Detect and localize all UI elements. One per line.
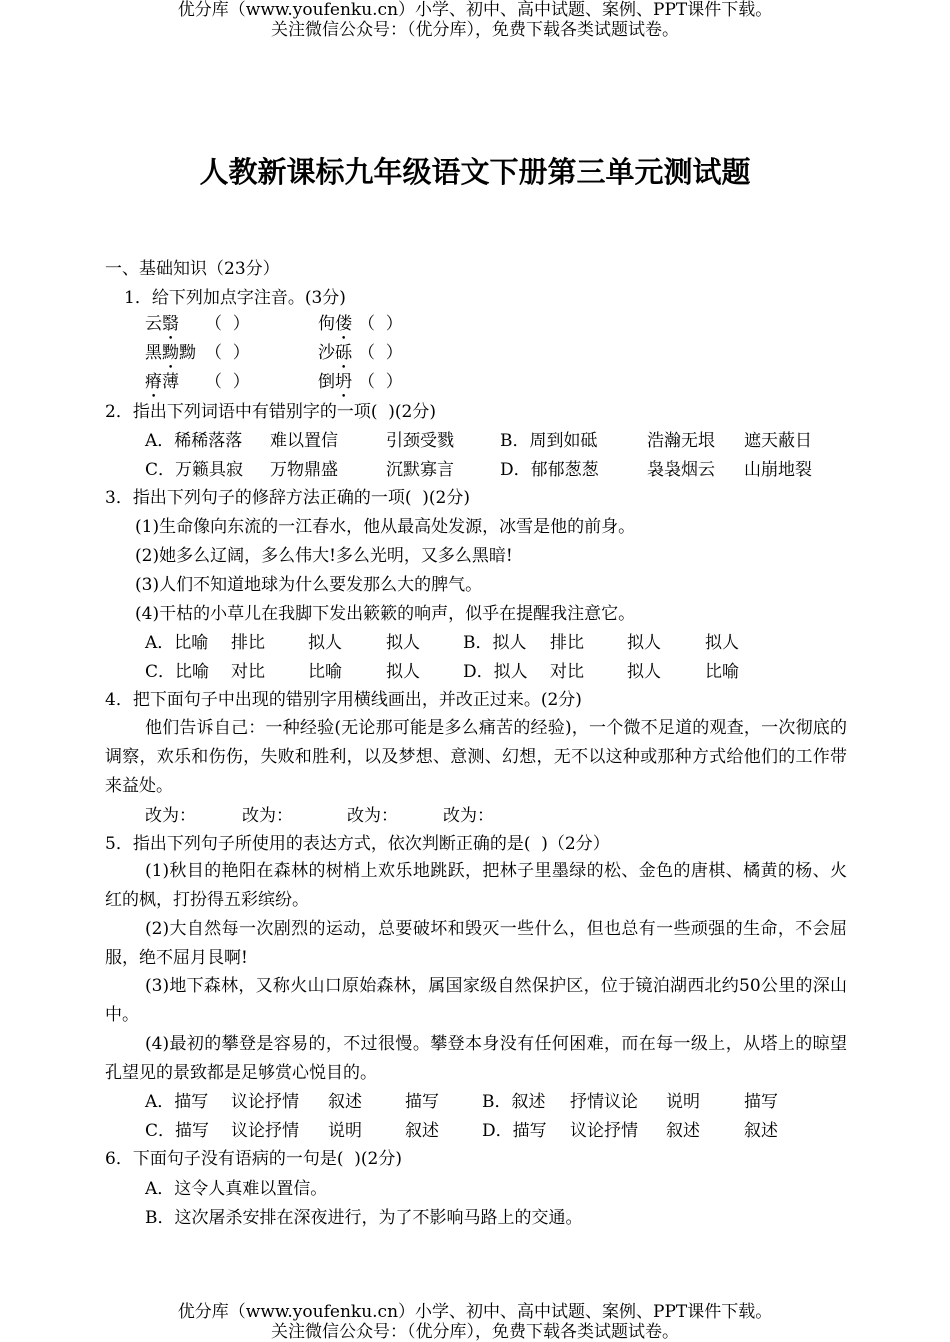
q5-sentence: (4)最初的攀登是容易的，不过很慢。攀登本身没有任何困难，而在每一级上，从塔上的晾望孔望见的景致都是足够赏心悦目的。 [105, 1034, 847, 1083]
q5-sentence: (2)大自然每一次剧烈的运动，总要破坏和毁灭一些什么，但也总有一些顽强的生命，不会屈服，绝不屈月艮啊! [105, 919, 847, 968]
header-line-2: 关注微信公众号：（优分库），免费下载各类试题试卷。 [271, 20, 679, 40]
section-heading: 一、基础知识（23分） [105, 259, 280, 279]
q2-stem: 2．指出下列词语中有错别字的一项( )(2分) [105, 402, 436, 422]
header-line-1: 优分库（www.youfenku.cn）小学、初中、高中试题、案例、PPT课件下载。 [177, 0, 773, 20]
q1-stem: 1．给下列加点字注音。(3分) [124, 288, 346, 308]
footer-line-2: 关注微信公众号：（优分库），免费下载各类试题试卷。 [271, 1322, 679, 1342]
q4-passage: 他们告诉自己：一种经验(无论那可能是多么痛苦的经验)，一个微不足道的观查，一次彻底的调察，欢乐和伤伤，失败和胜利，以及梦想、意测、幻想，无不以这种或那种方式给他们的工作带来益处。 [105, 718, 847, 796]
footer-line-1: 优分库（www.youfenku.cn）小学、初中、高中试题、案例、PPT课件下载。 [177, 1302, 773, 1322]
q3-sentence: (1)生命像向东流的一江春水，他从最高处发源，冰雪是他的前身。 [135, 517, 636, 537]
q5-sentence: (3)地下森林，又称火山口原始森林，属国家级自然保护区，位于镜泊湖西北约50公里的深山中。 [105, 976, 847, 1025]
q6-stem: 6．下面句子没有语病的一句是( )(2分) [105, 1149, 402, 1169]
q4-stem: 4．把下面句子中出现的错别字用横线画出，并改正过来。(2分) [105, 690, 582, 710]
q5-sentence: (1)秋目的艳阳在森林的树梢上欢乐地跳跃，把林子里墨绿的松、金色的唐棋、橘黄的杨、火红的枫，打扮得五彩缤纷。 [105, 861, 847, 910]
page-title: 人教新课标九年级语文下册第三单元测试题 [199, 155, 751, 189]
q3-sentence: (4)干枯的小草儿在我脚下发出簌簌的响声，似乎在提醒我注意它。 [135, 604, 636, 624]
q5-stem: 5．指出下列句子所使用的表达方式，依次判断正确的是( )（2分） [105, 834, 610, 854]
q3-sentence: (3)人们不知道地球为什么要发那么大的脾气。 [135, 575, 483, 595]
q3-stem: 3．指出下列句子的修辞方法正确的一项( )(2分) [105, 488, 470, 508]
q6-option: B．这次屠杀安排在深夜进行，为了不影响马路上的交通。 [145, 1208, 583, 1228]
q6-option: A．这令人真难以置信。 [145, 1179, 328, 1199]
q3-sentence: (2)她多么辽阔，多么伟大!多么光明，又多么黑暗! [135, 546, 513, 566]
